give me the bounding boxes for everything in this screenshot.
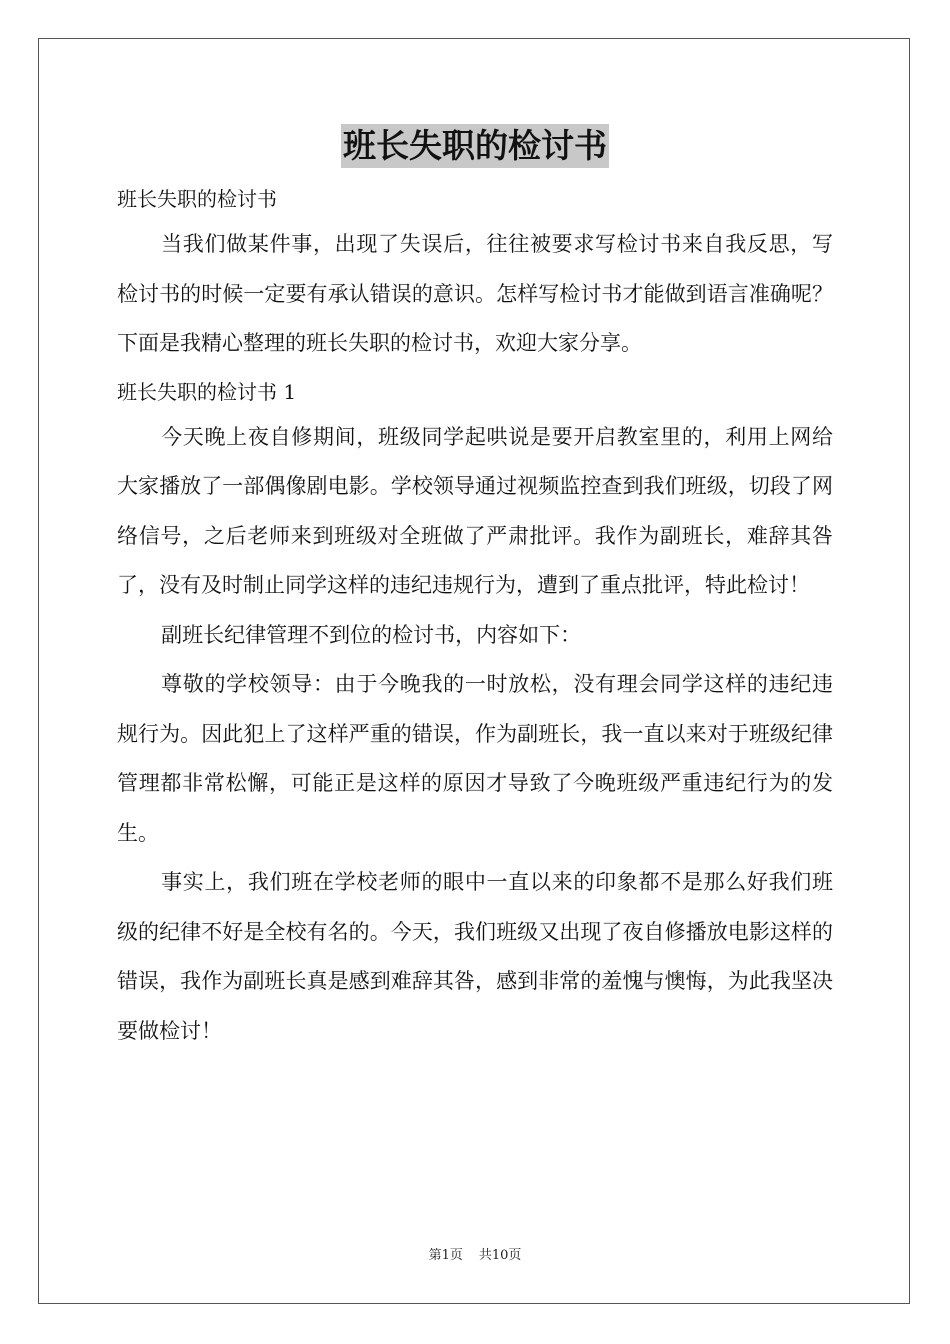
- title-container: [0, 124, 950, 168]
- document-title: 班长失职的检讨书: [341, 124, 609, 168]
- subtitle: 班长失职的检讨书: [117, 187, 277, 211]
- body-paragraph-2: 副班长纪律管理不到位的检讨书，内容如下：: [161, 622, 582, 647]
- page-number: 第1页: [428, 1248, 463, 1263]
- body-paragraph-3: 尊敬的学校领导：由于今晚我的一时放松，没有理会同学这样的违纪违规行为。因此犯上了这样严重的错误，作为副班长，我一直以来对于班级纪律管理都非常松懈，可能正是这样的原因才导致了今晚班级严重违纪行为的发生。: [117, 672, 833, 845]
- section-heading: 班长失职的检讨书 1: [117, 379, 297, 404]
- page-total: 共10页: [478, 1248, 522, 1263]
- body-paragraph-4: 事实上，我们班在学校老师的眼中一直以来的印象都不是那么好我们班级的纪律不好是全校有名的。今天，我们班级又出现了夜自修播放电影这样的错误，我作为副班长真是感到难辞其咎，感到非常的羞愧与懊悔，为此我坚决要做检讨！: [117, 870, 833, 1043]
- document-body: [117, 178, 833, 1056]
- page-footer: [0, 1247, 950, 1265]
- body-paragraph-1: 今天晚上夜自修期间，班级同学起哄说是要开启教室里的，利用上网给大家播放了一部偶像剧电影。学校领导通过视频监控查到我们班级，切段了网络信号，之后老师来到班级对全班做了严肃批评。我作为副班长，难辞其咎了，没有及时制止同学这样的违纪违规行为，遭到了重点批评，特此检讨！: [117, 424, 833, 597]
- intro-paragraph: 当我们做某件事，出现了失误后，往往被要求写检讨书来自我反思，写检讨书的时候一定要有承认错误的意识。怎样写检讨书才能做到语言准确呢？下面是我精心整理的班长失职的检讨书，欢迎大家分享。: [117, 232, 833, 355]
